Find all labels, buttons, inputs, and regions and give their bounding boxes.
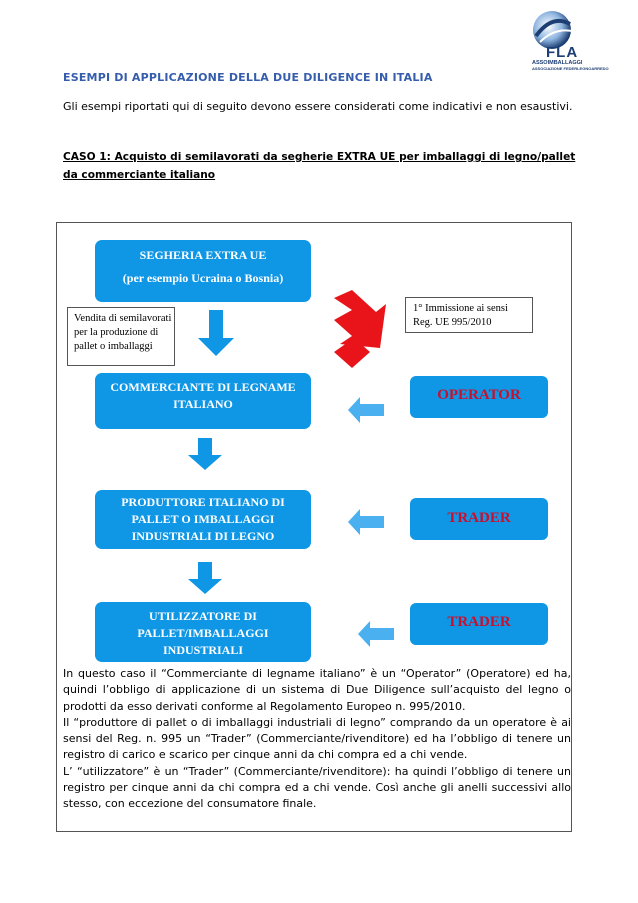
produttore-line2: PALLET O IMBALLAGGI <box>131 512 275 526</box>
logo-subtitle <box>532 60 612 72</box>
explanation-paragraph-2: Il “produttore di pallet o di imballaggi industriali di legno” comprando da un operatore è ai sensi del Reg. n. 995 un “Trader” (Commerciante/rivenditore) ed ha l’obbligo di tenere un registro di carico e scarico per cinque anni da chi compra ed a chi vende. <box>63 715 571 762</box>
case-title: CASO 1: Acquisto di semilavorati da segherie EXTRA UE per imballaggi di legno/pallet da commerciante italiano <box>63 151 576 181</box>
produttore-line3: INDUSTRIALI DI LEGNO <box>131 529 275 543</box>
arrow-down-icon <box>188 438 222 470</box>
intro-text: Gli esempi riportati qui di seguito devono essere considerati come indicativi e non esaustivi. <box>63 100 573 113</box>
note-left-line1: Vendita di semilavorati <box>74 313 172 324</box>
commerciante-line1: COMMERCIANTE DI LEGNAME <box>110 380 296 394</box>
note-right-line2: Reg. UE 995/2010 <box>413 317 492 328</box>
note-left-line3: pallet o imballaggi <box>74 341 153 352</box>
utilizzatore-box <box>95 602 311 662</box>
explanation-text <box>63 666 571 813</box>
explanation-paragraph-3: L’ “utilizzatore” è un “Trader” (Commerciante/rivenditore): ha quindi l’obbligo di tenere un registro per cinque anni da chi compra ed a chi vende. Così anche gli anelli successivi allo stesso, con eccezione del consumatore finale. <box>63 764 571 811</box>
role-trader-utilizzatore: TRADER <box>410 603 548 645</box>
commerciante-box <box>95 373 311 429</box>
arrow-down-icon <box>198 310 234 356</box>
utilizzatore-line1: UTILIZZATORE DI <box>149 609 257 623</box>
segheria-box <box>95 240 311 302</box>
note-immissione <box>405 297 533 333</box>
role-operator: OPERATOR <box>410 376 548 418</box>
arrow-left-icon <box>348 509 384 535</box>
arrow-left-icon <box>348 397 384 423</box>
logo-subtitle-2: ASSOCIAZIONE FEDERLEGNOARREDO <box>532 66 609 71</box>
segheria-line2: (per esempio Ucraina o Bosnia) <box>122 271 284 285</box>
produttore-box <box>95 490 311 549</box>
note-semilavorati <box>67 307 175 366</box>
arrow-left-icon <box>358 621 394 647</box>
page-heading: ESEMPI DI APPLICAZIONE DELLA DUE DILIGENCE IN ITALIA <box>63 71 433 84</box>
note-left-line2: per la produzione di <box>74 327 159 338</box>
red-bent-arrow-icon <box>330 290 386 370</box>
fla-logo <box>526 10 609 71</box>
logo-subtitle-1: ASSOIMBALLAGGI <box>532 60 583 66</box>
explanation-paragraph-1: In questo caso il “Commerciante di legname italiano” è un “Operator” (Operatore) ed ha, quindi l’obbligo di applicazione di un sistema di Due Diligence sull’acquisto del legno o prodotti da esso derivati conforme al Regolamento Europeo n. 995/2010. <box>63 667 571 713</box>
produttore-line1: PRODUTTORE ITALIANO DI <box>121 495 285 509</box>
logo-name: FLA <box>546 44 579 61</box>
role-trader-produttore: TRADER <box>410 498 548 540</box>
utilizzatore-line2: PALLET/IMBALLAGGI <box>137 626 269 640</box>
segheria-line1: SEGHERIA EXTRA UE <box>139 248 267 262</box>
arrow-down-icon <box>188 562 222 594</box>
utilizzatore-line3: INDUSTRIALI <box>162 643 244 657</box>
note-right-line1: 1° Immissione ai sensi <box>413 303 508 314</box>
commerciante-line2: ITALIANO <box>173 397 233 411</box>
